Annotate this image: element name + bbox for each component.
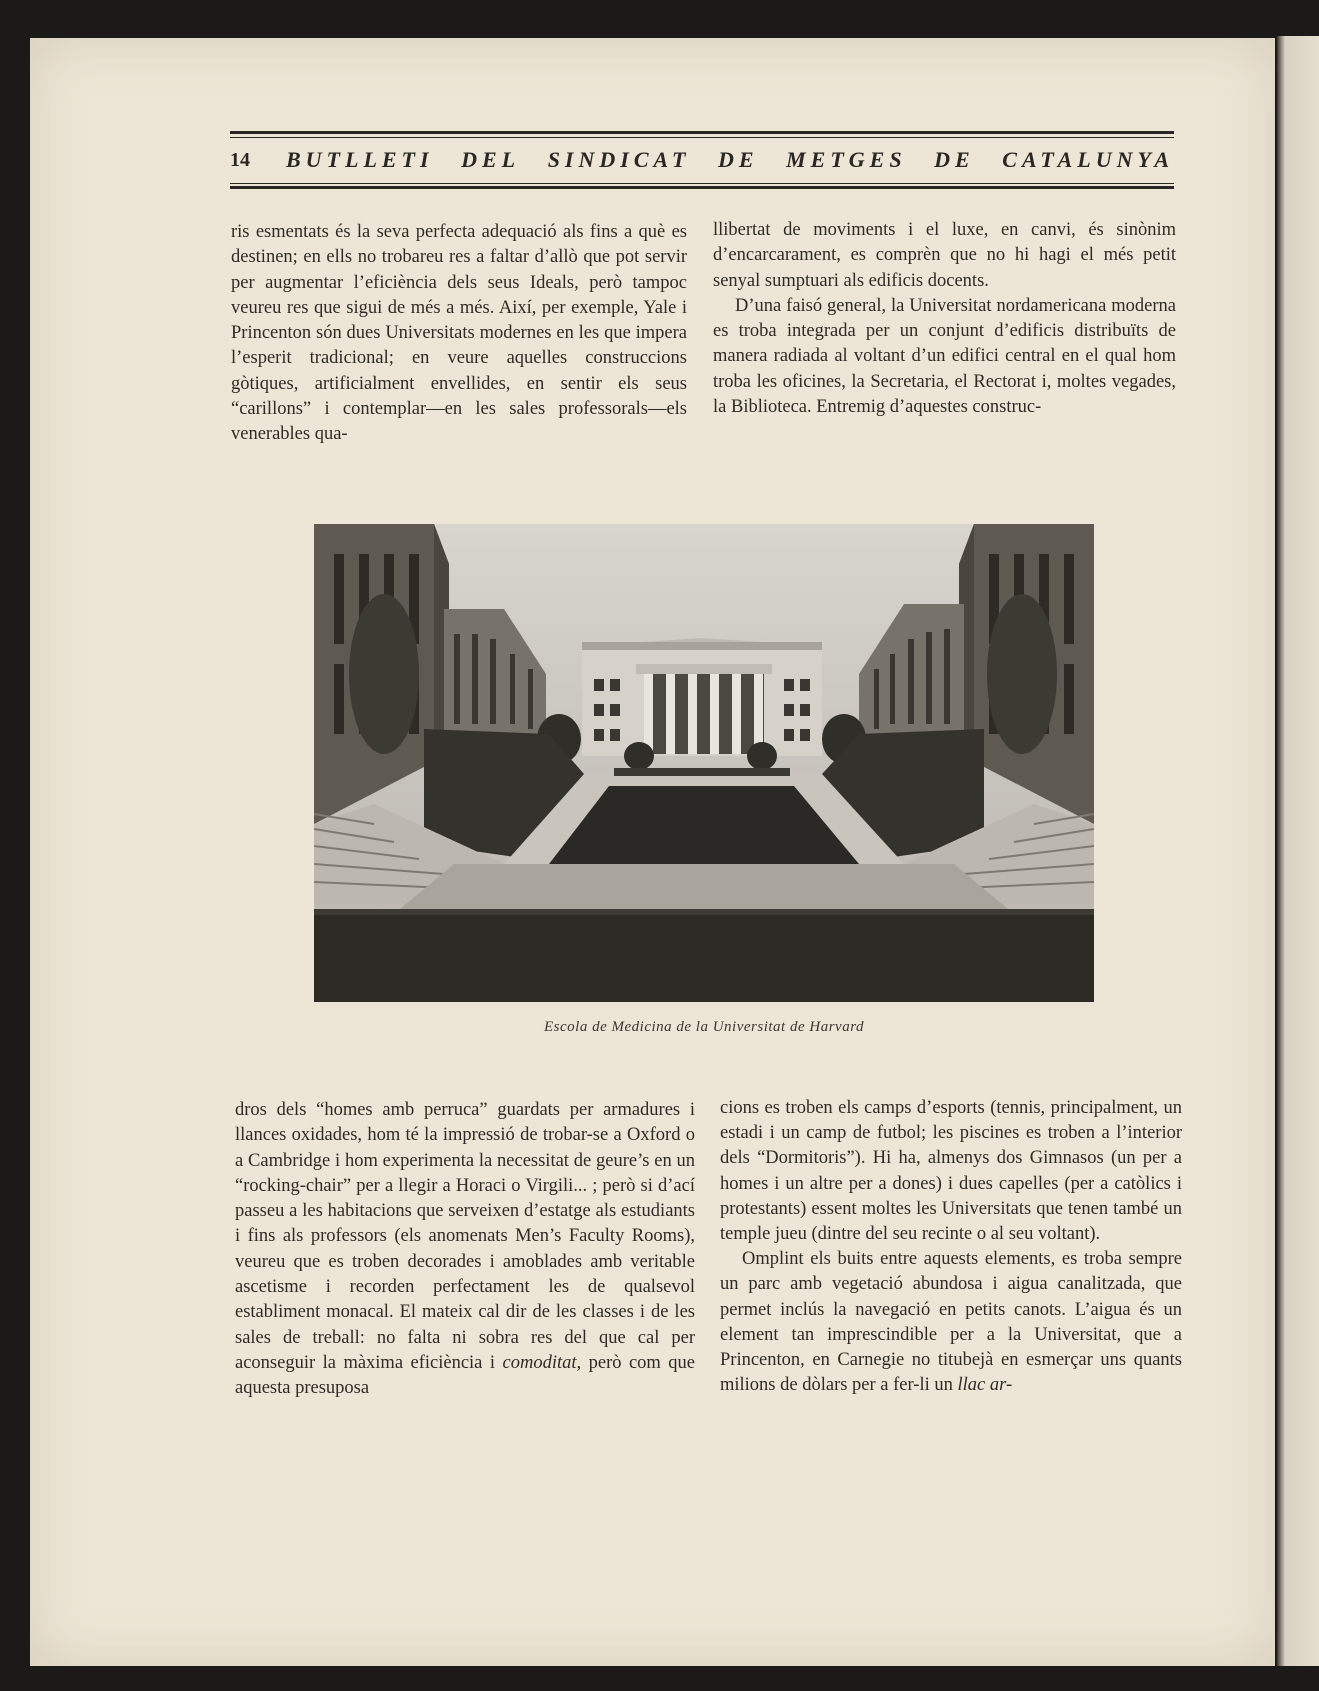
header-row bbox=[230, 145, 1174, 175]
text-column-top-right bbox=[713, 218, 1176, 420]
figure-caption: Escola de Medicina de la Universitat de Harvard bbox=[544, 1019, 864, 1035]
journal-title-word: SINDICAT bbox=[547, 147, 691, 172]
paragraph bbox=[720, 1247, 1182, 1398]
journal-title-word: DEL bbox=[461, 147, 521, 172]
header-rule-top bbox=[230, 131, 1174, 134]
journal-title-word: DE bbox=[717, 147, 759, 172]
journal-title-word: DE bbox=[934, 147, 975, 172]
header-rule-bottom bbox=[230, 186, 1174, 189]
text-column-top-left bbox=[231, 220, 687, 448]
paragraph-text: Omplint els buits entre aquests elements, es troba sempre un parc amb vegetació abundosa i aigua canalitzada, que permet inclús la navegació en petits canots. L’aigua és un element tan imprescindible per a la Universitat, que a Princenton, en Carnegie no titubejà en esmerçar uns quants milions de dòlars per a fer-li un bbox=[720, 1249, 1182, 1396]
paragraph-text: però com que aquesta presuposa bbox=[235, 1352, 695, 1399]
next-page-edge bbox=[1277, 36, 1319, 1666]
text-column-bottom-right bbox=[720, 1096, 1182, 1398]
journal-title-word: CATALUNYA bbox=[1002, 147, 1174, 172]
text-column-bottom-left bbox=[235, 1098, 695, 1402]
running-header bbox=[230, 131, 1174, 191]
paragraph: llibertat de moviments i el luxe, en canvi, és sinònim d’encarcarament, es comprèn que no hi hagi el més petit senyal sumptuari als edificis docents. bbox=[713, 220, 1176, 291]
journal-title-word: BUTLLETI bbox=[286, 147, 434, 172]
page-number: 14 bbox=[230, 148, 250, 171]
paragraph: cions es troben els camps d’esports (tennis, principalment, un estadi i un camp de futbol; les piscines es troben a l’interior dels “Dormitoris”). Hi ha, almenys dos Gimnasos (un per a homes i un altre per a dones) i dues capelles (per a catòlics i protestants) essent moltes les Universitats que tenen també un temple jueu (dintre del seu recinte o al seu voltant). bbox=[720, 1098, 1182, 1245]
harvard-medical-school-photo bbox=[314, 524, 1094, 1002]
italic-word: comoditat, bbox=[502, 1352, 582, 1373]
italic-word: llac ar- bbox=[957, 1375, 1013, 1396]
paragraph-text: dros dels “homes amb perruca” guardats per armadures i llances oxidades, hom té la impressió de trobar-se a Oxford o a Cambridge i hom experimenta la necessitat de geure’s en un “rocking-chair” per a llegir a Horaci o Virgili... ; però si d’ací passeu a les habitacions que serveixen d’estatge als estudiants i fins als professors (els anomenats Men’s Faculty Rooms), veureu que es troben decorades i amoblades amb veritable ascetisme i recorden perfectament les de qualsevol establiment monacal. El mateix cal dir de les classes i de les sales de treball: no falta ni sobra res del que cal per aconseguir la màxima eficiència i bbox=[235, 1100, 695, 1373]
paragraph bbox=[235, 1098, 695, 1402]
header-rule-top-thin bbox=[230, 137, 1174, 138]
journal-title bbox=[286, 147, 1174, 173]
journal-title-word: METGES bbox=[786, 147, 907, 172]
paragraph: ris esmentats és la seva perfecta adequació als fins a què es destinen; en ells no trobareu res a faltar d’allò que pot servir per augmentar l’eficiència dels seus Ideals, però tampoc veureu res que sigui de més a més. Així, per exemple, Yale i Princenton són dues Universitats modernes en les que impera l’esperit tradicional; en veure aquelles construccions gòtiques, artificialment envellides, en sentir els seus “carillons” i contemplar—en les sales professorals—els venerables qua- bbox=[231, 222, 687, 445]
header-rule-bottom-thin bbox=[230, 183, 1174, 184]
paragraph: D’una faisó general, la Universitat nordamericana moderna es troba integrada per un conjunt d’edificis distribuïts de manera radiada al voltant d’un edifici central en el qual hom troba les oficines, la Secretaria, el Rectorat i, moltes vegades, la Biblioteca. Entremig d’aquestes construc- bbox=[713, 295, 1176, 418]
